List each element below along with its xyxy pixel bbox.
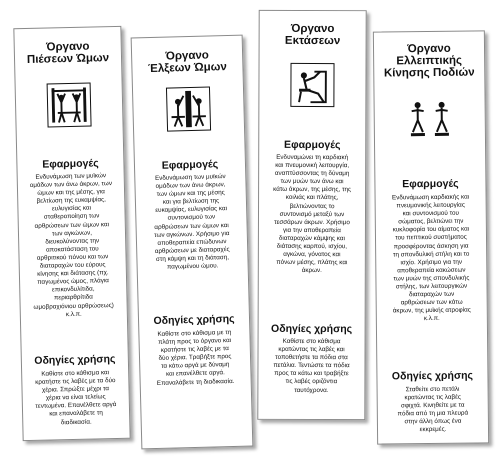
instructions-text: Σταθείτε στο πετάλι κρατώντας τις λαβές σφιχτά. Κινηθείτε με τα πόδια από τη μια πλευρά στην άλλη όπως ένα εκκρεμές. (397, 385, 469, 434)
instructions-heading: Οδηγίες χρήσης (34, 353, 116, 367)
instructions-heading: Οδηγίες χρήσης (271, 322, 353, 336)
card-title: Όργανο Εκτάσεων (284, 22, 341, 48)
instructions-text: Καθίστε στο κάθισμα και κρατήστε τις λαβές με τα δύο χέρια. Σπρώξτε μέχρι τα χέρια να είναι τελείως τεντωμένα. Επανέλθετε αργά και επαναλάβετε τη διαδικασία. (35, 369, 117, 426)
applications-text: Ενδυνάμωση των μυϊκών ομάδων των άνω άκρων, των ώμων και της μέσης, για βελτίωση της ευκαμψίας, ευλυγισίας και σταθεροποίηση των αρθρώσεων των ώμων και των αγκώνων, διευκολύνοντας την αποκατάσταση του αρθριτικού πόνου και των διαταραχών του εύρους κίνησης και διάτασης (πχ. παγωμένος ώμος, πλάγια επικονδυλίτιδα, περιαρθρίτιδα ωμοβραχιόνιου αρθρώσεως) κ.λ.π. (29, 172, 114, 318)
applications-heading: Εφαρμογές (402, 177, 459, 191)
applications-text: Ενδυνάμωση καρδιακής και πνευμονικής λειτουργίας και συντονισμού του σώματος, βελτιώνει την κυκλοφορία του αίματος και του πεπτικού συστήματος προσφέροντας άσκηση για τη σπονδυλική στήλη και το ισχίο. Χρήσιμο για την αποθεραπεία κακώσεων των μυών της σπονδυλικής στήλης, των λειτουργικών διαταραχών των αρθρώσεων των κάτω άκρων, της μυϊκής ατροφίας κ.λ.π. (391, 193, 471, 323)
instructions-text: Καθίστε στο κάθισμα κρατώντας τις λαβές και τοποθετήστε τα πόδια στα πετάλια. Τεντώστε τα πόδια προς τα κάτω και τραβήξτε τις λαβές οριζόντια ταυτόχρονα. (273, 337, 350, 394)
instructions-heading: Οδηγίες χρήσης (391, 369, 474, 383)
equipment-card-elliptical (373, 30, 489, 444)
applications-text: Ενδυνάμωση των μυϊκών ομάδων των άνω άκρων, των ώμων και της μέσης και για βελτίωση της ευκαμψίας, ευλυγισίας και συντονισμού των αρθρώσεων των ώμων και των αγκώνων. Χρήσιμο για αποθεραπεία επώδυνων αρθρώσεων με διαταραχές στη κάμψη και τη διάταση, παγωμένου ώμου. (154, 173, 230, 271)
equipment-card-shoulder-pull (131, 35, 254, 450)
applications-text: Ενδυναμώνει τη καρδιακή και πνευμονική λειτουργία, αναπτύσσοντας τη δύναμη των μυών των άνω και κάτω άκρων, της μέσης, της κοιλιάς και πλάτης, βελτιώνοντας το συντονισμό μεταξύ των τεσσάρων άκρων. Χρήσιμο για την αποθεραπεία διαταραχών κάμψης και διάτασης καρπού, ισχίου, αγκώνα, γόνατος και πόνων μέσης, πλάτης και άκρων. (273, 153, 352, 275)
instructions-heading: Οδηγίες χρήσης (153, 312, 235, 328)
instructions-text: Καθίστε στο κάθισμα με τη πλάτη προς το όργανο και κρατήστε τις λαβές με τα δύο χέρια. Τραβήξτε προς τα κάτω αργά με δύναμη και επανέλθετε αργά. Επαναλάβετε τη διαδικασία. (156, 329, 235, 387)
shoulder-press-pictogram-icon (47, 83, 92, 128)
card-title: Όργανο Πιέσεων Ώμων (26, 40, 110, 66)
elliptical-pictogram-icon (408, 96, 452, 140)
shoulder-pull-pictogram-icon (166, 86, 211, 131)
applications-heading: Εφαρμογές (161, 158, 219, 172)
equipment-card-shoulder-press (13, 26, 130, 441)
card-title: Όργανο Ελλειπτικής Κίνησης Ποδιών (383, 42, 475, 80)
applications-heading: Εφαρμογές (284, 138, 341, 152)
card-title: Όργανο Έλξεων Ώμων (147, 49, 227, 76)
equipment-card-extension (257, 10, 366, 420)
applications-heading: Εφαρμογές (42, 157, 99, 171)
extension-pictogram-icon (290, 63, 334, 107)
